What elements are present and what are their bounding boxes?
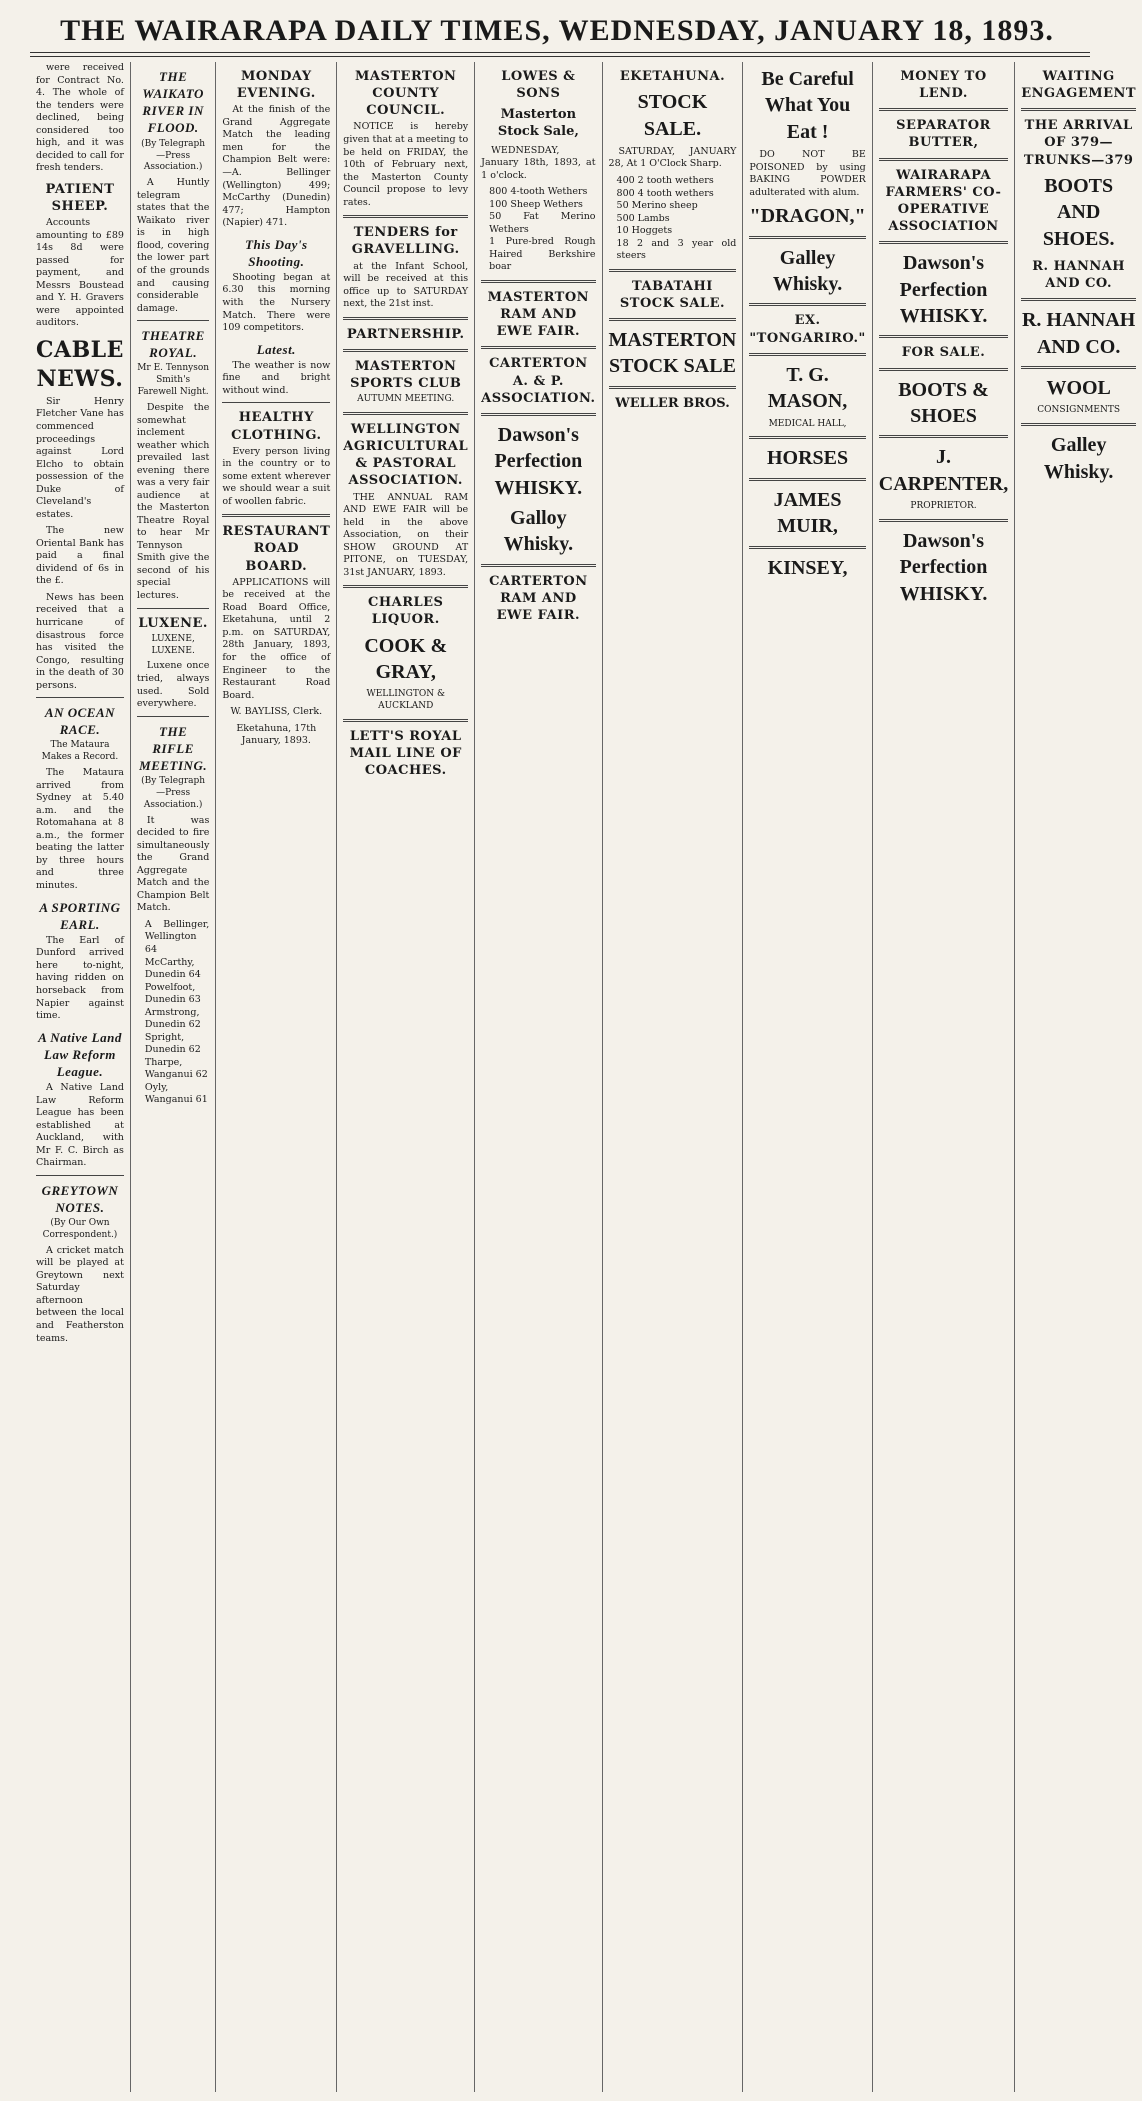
subheading: WELLINGTON & AUCKLAND (366, 689, 445, 712)
heading: MASTERTON COUNTY COUNCIL. (355, 69, 457, 119)
list-item: 18 2 and 3 year old steers (616, 237, 737, 262)
paragraph: The new Oriental Bank has paid a final dividend of 6s in the £. (36, 525, 124, 587)
heading: HEALTHY CLOTHING. (231, 410, 322, 443)
list-item: 500 Lambs (616, 212, 670, 224)
heading: CARTERTON A. & P. ASSOCIATION. (481, 356, 596, 406)
heading: TABATAHI STOCK SALE. (619, 278, 725, 311)
masthead (0, 0, 1114, 56)
column-1 (30, 62, 131, 2092)
heading: KINSEY, (767, 556, 848, 579)
paragraph: It was decided to fire simultaneously the Grand Aggregate Match and the Champion Belt Match. (136, 814, 210, 914)
paragraph: The Mataura arrived from Sydney at 5.40 a.m. and the Rotomahana at 8 a.m., the former beating the latter by three hours and three minutes. (36, 767, 124, 891)
paragraph: The Earl of Dunford arrived here to-night, having ridden on horseback from Napier against time. (36, 934, 124, 1022)
heading: CHARLES LIQUOR. (367, 595, 444, 628)
heading: MASTERTON STOCK SALE (608, 329, 737, 378)
list-item: 50 Merino sheep (616, 200, 698, 212)
paragraph: Luxene once tried, always used. Sold everywhere. (136, 660, 210, 710)
heading: CARTERTON RAM AND EWE FAIR. (489, 573, 588, 624)
heading: EX. "TONGARIRO." (749, 313, 866, 346)
heading: Galloy Whisky. (503, 507, 574, 556)
heading: AN OCEAN RACE. (44, 705, 116, 738)
heading: LUXENE. (138, 615, 208, 631)
heading: "DRAGON," (749, 205, 866, 228)
paragraph: A Huntly telegram states that the Waikato river is in high flood, covering the lower part of the grounds and causing considerable damage. (136, 177, 210, 314)
subheading: Mr E. Tennyson Smith's Farewell Night. (137, 363, 210, 398)
heading: Galley Whisky. (1043, 434, 1114, 483)
heading: Dawson's Perfection WHISKY. (494, 423, 583, 499)
column-9 (1015, 62, 1142, 2092)
list-item: McCarthy, Dunedin 64 (144, 956, 201, 981)
heading: A Native Land Law Reform League. (38, 1029, 122, 1079)
paragraph: Sir Henry Fletcher Vane has commenced proceedings against Lord Elcho to obtain possession of the Duke of Cleveland's estates. (36, 395, 124, 520)
heading: MASTERTON RAM AND EWE FAIR. (487, 289, 590, 340)
heading: SEPARATOR BUTTER, (896, 118, 991, 151)
heading: Dawson's Perfection WHISKY. (899, 252, 988, 328)
subheading: The Mataura Makes a Record. (41, 740, 119, 763)
heading: A SPORTING EARL. (39, 899, 121, 932)
columns (30, 62, 1137, 2092)
heading: Dawson's Perfection WHISKY. (899, 530, 988, 605)
newspaper-title: THE WAIRARAPA DAILY TIMES, WEDNESDAY, JANUARY 18, 1893. (60, 14, 1054, 47)
subheading: STOCK SALE. (637, 91, 708, 140)
paragraph: A cricket match will be played at Greytown next Saturday afternoon between the local and Featherston teams. (36, 1244, 124, 1344)
list-item: 1 Pure-bred Rough Haired Berkshire boar (489, 236, 596, 273)
list-item: 100 Sheep Wethers (489, 198, 583, 210)
heading: MONEY TO LEND. (900, 69, 987, 102)
column-3 (216, 62, 337, 2092)
heading: RESTAURANT ROAD BOARD. (222, 524, 331, 574)
paragraph: Every person living in the country or to some extent wherever we should wear a suit of woollen fabric. (222, 445, 331, 507)
heading: THE WAIKATO RIVER IN FLOOD. (142, 69, 204, 136)
heading: HORSES (767, 447, 849, 470)
heading: COOK & GRAY, (364, 634, 448, 684)
list-item: Spright, Dunedin 62 (144, 1031, 201, 1056)
subheading: LUXENE, LUXENE. (151, 633, 195, 656)
paragraph: Accounts amounting to £89 14s 8d were passed for payment, and Messrs Boustead and Y. H. Gravers were appointed auditors. (36, 217, 124, 329)
paragraph: THE ANNUAL RAM AND EWE FAIR will be held in the above Association, on their SHOW GROUND AT PITONE, on TUESDAY, 31st JANUARY, 1893. (343, 491, 469, 578)
paragraph: SATURDAY, JANUARY 28, At 1 O'Clock Sharp. (608, 145, 737, 170)
heading: WELLINGTON AGRICULTURAL & PASTORAL ASSOCIATION. (343, 421, 469, 489)
column-8 (873, 62, 1015, 2092)
column-4 (337, 62, 475, 2092)
column-7 (743, 62, 872, 2092)
heading: WOOL (1046, 377, 1111, 400)
heading: EKETAHUNA. (619, 69, 726, 84)
list-item: Tharpe, Wanganui 62 (144, 1056, 208, 1081)
heading: PATIENT SHEEP. (45, 181, 115, 214)
heading: CABLE NEWS. (36, 336, 124, 392)
heading: Galley Whisky. (772, 246, 843, 296)
paragraph: APPLICATIONS will be received at the Road Board Office, Eketahuna, until 2 p.m. on SATURDAY, 28th January, 1893, for the office of Engineer to the Restaurant Road Board. (222, 576, 331, 701)
heading: Be Careful What You Eat ! (761, 68, 854, 143)
column-5 (475, 62, 602, 2092)
subheading: MEDICAL HALL, (768, 418, 847, 429)
list-item: 800 4-tooth Wethers (489, 186, 588, 198)
heading: BOOTS AND SHOES. (1042, 174, 1115, 250)
heading: MASTERTON SPORTS CLUB (350, 358, 462, 391)
subheading: AUTUMN MEETING. (357, 394, 455, 405)
paragraph: A Native Land Law Reform League has been established at Auckland, with Mr F. C. Birch as Chairman. (36, 1082, 124, 1169)
heading: WAIRARAPA FARMERS' CO-OPERATIVE ASSOCIATION (885, 167, 1002, 235)
list-item: Oyly, Wanganui 61 (144, 1081, 208, 1106)
heading: THE RIFLE MEETING. (139, 723, 208, 773)
list-item: 400 2 tooth wethers (616, 175, 714, 186)
heading: WELLER BROS. (615, 395, 730, 411)
heading: FOR SALE. (901, 345, 986, 361)
heading: PARTNERSHIP. (346, 326, 465, 342)
paragraph: were received for Contract No. 4. The whole of the tenders were declined, being considered too high, and it was decided to call for fresh tenders. (36, 62, 124, 174)
paragraph: WEDNESDAY, January 18th, 1893, at 1 o'clock. (481, 144, 596, 181)
column-6 (603, 62, 744, 2092)
paragraph: NOTICE is hereby given that at a meeting to be held on FRIDAY, the 10th of February next, the Masterton County Council propose to levy rates. (343, 121, 469, 208)
subheading: (By Telegraph—Press Association.) (141, 776, 206, 810)
heading: Latest. (256, 341, 296, 357)
list-item: Powelfoot, Dunedin 63 (144, 981, 201, 1006)
heading: JAMES MUIR, (773, 488, 842, 538)
heading: GREYTOWN NOTES. (41, 1182, 119, 1215)
heading: MONDAY EVENING. (236, 69, 316, 102)
subheading: (By Telegraph—Press Association.) (141, 138, 206, 173)
list-item: A Bellinger, Wellington 64 (144, 918, 210, 955)
heading: T. G. MASON, (767, 363, 848, 413)
heading: THE ARRIVAL OF 379—TRUNKS—379 (1023, 118, 1134, 168)
subheading: Masterton Stock Sale, (497, 107, 579, 140)
paragraph: DO NOT BE POISONED by using BAKING POWDER adulterated with alum. (749, 149, 866, 198)
list-item: 800 4 tooth wethers (616, 187, 714, 199)
heading: R. HANNAH AND CO. (1032, 258, 1126, 292)
subheading: (By Our Own Correspondent.) (42, 1218, 118, 1240)
paragraph: The weather is now fine and bright without wind. (222, 359, 331, 396)
subheading: CONSIGNMENTS (1037, 405, 1121, 416)
date: Eketahuna, 17th January, 1893. (236, 722, 317, 747)
heading: LOWES & SONS (501, 69, 576, 102)
heading: LETT'S ROYAL MAIL LINE OF COACHES. (349, 729, 462, 779)
heading: R. HANNAH AND CO. (1021, 309, 1136, 358)
signature: W. BAYLISS, Clerk. (230, 706, 323, 718)
heading: J. CARPENTER, (878, 446, 1009, 495)
paragraph: at the Infant School, will be received at this office up to SATURDAY next, the 21st inst. (343, 260, 469, 310)
list-item: 10 Hoggets (616, 225, 673, 237)
list-item: 50 Fat Merino Wethers (489, 211, 596, 235)
paragraph: Shooting began at 6.30 this morning with the Nursery Match. There were 109 competitors. (222, 271, 331, 334)
heading: BOOTS & SHOES (898, 378, 989, 427)
heading: TENDERS for GRAVELLING. (351, 225, 460, 258)
paragraph: News has been received that a hurricane of disastrous force has visited the Congo, resulting in the death of 30 persons. (36, 591, 124, 691)
heading: This Day's Shooting. (245, 236, 308, 269)
paragraph: At the finish of the Grand Aggregate Match the leading men for the Champion Belt were:—A. Bellinger (Wellington) 499; McCarthy (Dunedin) 477; Hampton (Napier) 471. (222, 104, 331, 229)
subheading: PROPRIETOR. (910, 501, 977, 512)
paragraph: Despite the somewhat inclement weather which prevailed last evening there was a very fair audience at the Masterton Theatre Royal to hear Mr Tennyson Smith give the second of his special lectures. (136, 402, 210, 601)
heading: THEATRE ROYAL. (141, 328, 205, 361)
list-item: Armstrong, Dunedin 62 (144, 1006, 201, 1031)
column-2 (131, 62, 216, 2092)
masthead-rule-lower (30, 56, 1090, 57)
masthead-rule (30, 52, 1090, 53)
heading: WAITING ENGAGEMENT (1021, 69, 1137, 102)
